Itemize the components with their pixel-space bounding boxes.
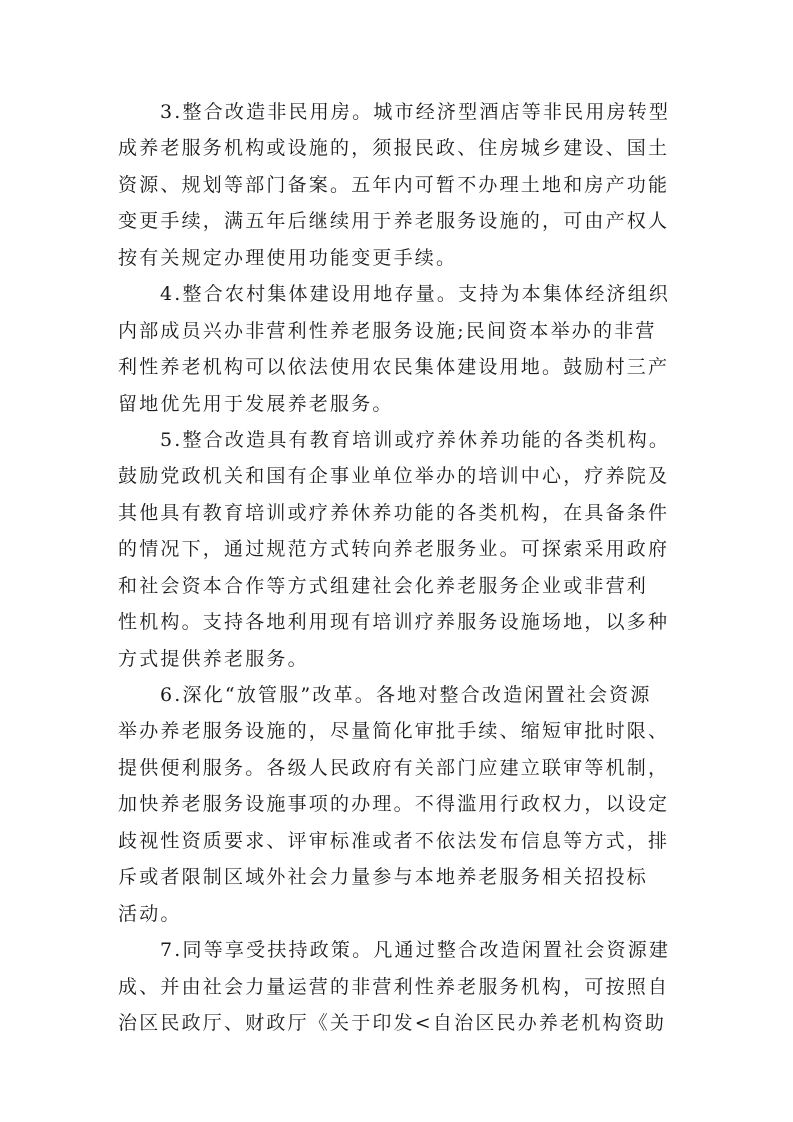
paragraph-line: 性机构。支持各地利用现有培训疗养服务设施场地，以多种 [118, 611, 670, 634]
paragraph-line: 4.整合农村集体建设用地存量。支持为本集体经济组织 [160, 283, 671, 306]
paragraph-line: 成、并由社会力量运营的非营利性养老服务机构，可按照自 [118, 975, 670, 998]
paragraph-5-training-institutions [118, 422, 694, 677]
paragraph-line: 举办养老服务设施的，尽量简化审批手续、缩短审批时限、 [118, 720, 670, 743]
paragraph-line: 的情况下，通过规范方式转向养老服务业。可探索采用政府 [118, 538, 670, 561]
paragraph-line: 3.整合改造非民用房。城市经济型酒店等非民用房转型 [160, 101, 671, 123]
paragraph-line: 7.同等享受扶持政策。凡通过整合改造闲置社会资源建 [160, 939, 671, 962]
paragraph-line: 活动。 [118, 902, 182, 925]
paragraph-line: 提供便利服务。各级人民政府有关部门应建立联审等机制， [118, 756, 670, 779]
paragraph-line: 治区民政厅、财政厅《关于印发<自治区民办养老机构资助 [118, 1011, 667, 1034]
paragraph-line: 内部成员兴办非营利性养老服务设施;民间资本举办的非营 [118, 319, 657, 342]
paragraph-line: 加快养老服务设施事项的办理。不得滥用行政权力，以设定 [118, 793, 670, 816]
paragraph-line: 按有关规定办理使用功能变更手续。 [118, 246, 458, 269]
paragraph-line: 其他具有教育培训或疗养休养功能的各类机构，在具备条件 [118, 501, 670, 524]
paragraph-line: 和社会资本合作等方式组建社会化养老服务企业或非营利 [118, 574, 649, 597]
paragraph-line: 变更手续，满五年后继续用于养老服务设施的，可由产权人 [118, 210, 670, 233]
paragraph-7-support-policy [118, 932, 694, 1041]
paragraph-line: 斥或者限制区域外社会力量参与本地养老服务相关招投标 [118, 866, 649, 889]
paragraph-4-rural-land [118, 276, 694, 422]
paragraph-line: 5.整合改造具有教育培训或疗养休养功能的各类机构。 [160, 428, 671, 451]
paragraph-3-non-civil-housing [118, 94, 694, 276]
paragraph-line: 利性养老机构可以依法使用农民集体建设用地。鼓励村三产 [118, 356, 670, 379]
paragraph-line: 成养老服务机构或设施的，须报民政、住房城乡建设、国土 [118, 137, 670, 160]
paragraph-6-reform [118, 677, 694, 932]
paragraph-line: 方式提供养老服务。 [118, 647, 309, 670]
paragraph-line: 留地优先用于发展养老服务。 [118, 392, 394, 415]
paragraph-line: 歧视性资质要求、评审标准或者不依法发布信息等方式，排 [118, 829, 670, 852]
document-body [118, 94, 694, 1041]
paragraph-line: 鼓励党政机关和国有企事业单位举办的培训中心，疗养院及 [118, 465, 670, 488]
paragraph-line: 6.深化“放管服”改革。各地对整合改造闲置社会资源 [160, 684, 652, 706]
paragraph-line: 资源、规划等部门备案。五年内可暂不办理土地和房产功能 [118, 173, 670, 196]
